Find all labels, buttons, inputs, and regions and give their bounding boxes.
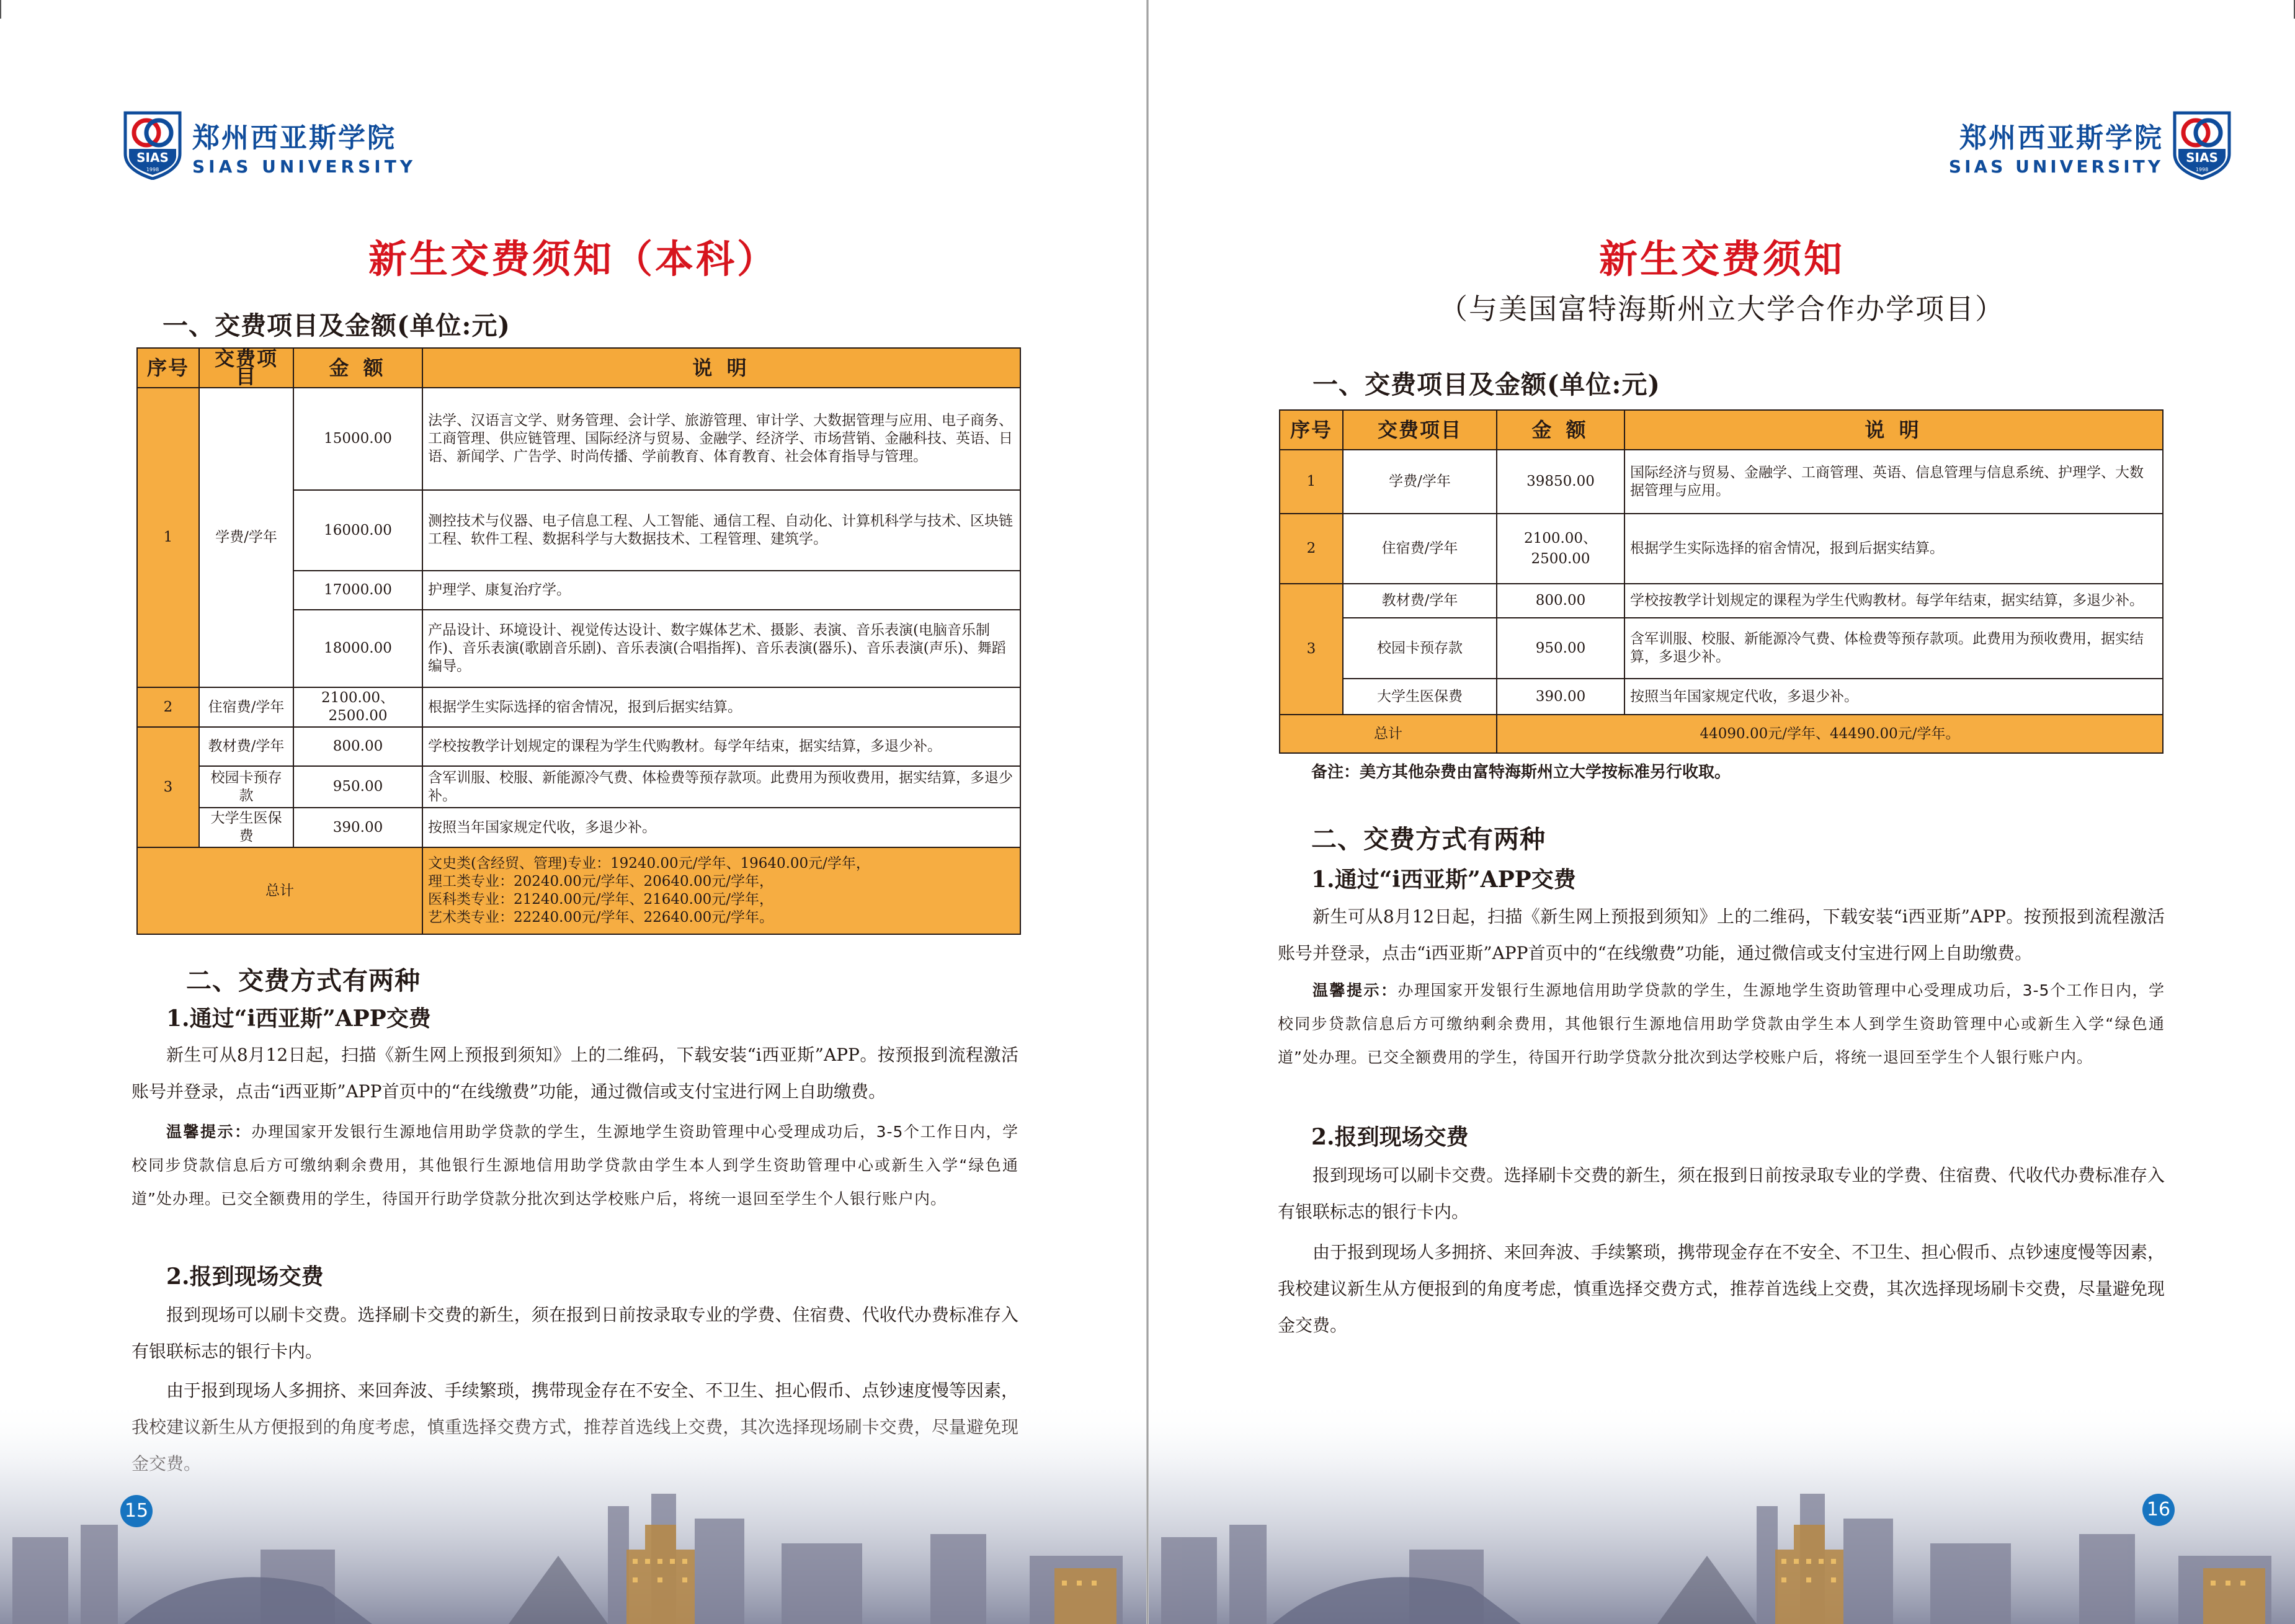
col-header-desc: 说 明 <box>422 348 1020 388</box>
table-row <box>137 687 1020 727</box>
onsite-paragraph: 由于报到现场人多拥挤、来回奔波、手续繁琐，携带现金存在不安全、不卫生、担心假币、点钞速度慢等因素，我校建议新生从方便报到的角度考虑，慎重选择交费方式，推荐首选线上交费，其次选择现场刷卡交费，尽量避免现金交费。 <box>1278 1242 2165 1336</box>
app-paragraph: 新生可从8月12日起，扫描《新生网上预报到须知》上的二维码，下载安装“i西亚斯”APP。按预报到流程激活账号并登录，点击“i西亚斯”APP首页中的“在线缴费”功能，通过微信或支付宝进行网上自助缴费。 <box>131 1045 1018 1102</box>
col-header-item: 交费项目 <box>199 348 293 388</box>
fee-item: 住宿费/学年 <box>199 687 293 727</box>
fee-description: 按照当年国家规定代收，多退少补。 <box>1624 679 2163 715</box>
total-row <box>1280 715 2163 753</box>
fee-amount: 950.00 <box>293 766 422 808</box>
app-paragraph: 新生可从8月12日起，扫描《新生网上预报到须知》上的二维码，下载安装“i西亚斯”APP。按预报到流程激活账号并登录，点击“i西亚斯”APP首页中的“在线缴费”功能，通过微信或支付宝进行网上自助缴费。 <box>1278 906 2165 963</box>
total-value <box>422 847 1020 934</box>
total-label: 总计 <box>137 847 422 934</box>
fee-item: 校园卡预存款 <box>199 766 293 808</box>
row-number: 1 <box>137 388 199 687</box>
table-row <box>1280 584 2163 618</box>
onsite-paragraph: 由于报到现场人多拥挤、来回奔波、手续繁琐，携带现金存在不安全、不卫生、担心假币、点钞速度慢等因素， <box>166 1380 1018 1401</box>
crop-mark <box>0 0 1 19</box>
page-right <box>1149 0 2295 1624</box>
fee-amount: 390.00 <box>293 808 422 847</box>
table-row <box>1280 679 2163 715</box>
fee-amount: 39850.00 <box>1497 450 1624 514</box>
fee-description: 按照当年国家规定代收，多退少补。 <box>422 808 1020 847</box>
tip-text: 办理国家开发银行生源地信用助学贷款的学生，生源地学生资助管理中心受理成功后，3-5个工作日内，学校同步贷款信息后方可缴纳剩余费用，其他银行生源地信用助学贷款由学生本人到学生资助管理中心或新生入学“绿色通道”处办理。已交全额费用的学生，待国开行助学贷款分批次到达学校账户后，将统一退回至学生个人银行账户内。 <box>1278 981 2165 1066</box>
page-number: 15 <box>120 1495 153 1527</box>
total-line: 医科类专业：21240.00元/学年、21640.00元/学年， <box>428 891 773 908</box>
table-row <box>1280 618 2163 679</box>
col-header-no: 序号 <box>137 348 199 388</box>
brand-name-cn: 郑州西亚斯学院 <box>192 122 396 154</box>
fee-amount: 17000.00 <box>293 571 422 610</box>
onsite-heading: 2.报到现场交费 <box>1311 1124 1469 1150</box>
campus-skyline-image <box>1149 1401 2295 1624</box>
fee-description: 护理学、康复治疗学。 <box>422 571 1020 610</box>
fee-description: 法学、汉语言文学、财务管理、会计学、旅游管理、审计学、大数据管理与应用、电子商务、工商管理、供应链管理、国际经济与贸易、金融学、经济学、市场营销、金融科技、英语、日语、新闻学、广告学、时尚传播、学前教育、体育教育、社会体育指导与管理。 <box>422 388 1020 490</box>
brand-name-cn: 郑州西亚斯学院 <box>1959 122 2164 154</box>
fee-item: 学费/学年 <box>1343 450 1497 514</box>
fee-table <box>136 347 1021 935</box>
page-title: 新生交费须知 <box>1598 236 1845 282</box>
brand-name-en: SIAS UNIVERSITY <box>1948 156 2164 177</box>
col-header-item: 交费项目 <box>1343 410 1497 450</box>
brand-name-en: SIAS UNIVERSITY <box>192 156 417 177</box>
row-number: 2 <box>1280 514 1343 584</box>
onsite-paragraph: 报到现场可以刷卡交费。选择刷卡交费的新生，须在报到日前按录取专业的学费、住宿费、代收代办费标准存入有银联标志的银行卡内。 <box>131 1305 1018 1362</box>
row-number: 2 <box>137 687 199 727</box>
fee-description: 国际经济与贸易、金融学、工商管理、英语、信息管理与信息系统、护理学、大数据管理与应用。 <box>1624 450 2163 514</box>
page-title: 新生交费须知（本科） <box>368 236 778 282</box>
fee-amount: 2100.00、2500.00 <box>1497 514 1624 584</box>
table-row <box>137 727 1020 766</box>
tip-paragraph <box>131 1115 1018 1216</box>
app-heading: 1.通过“i西亚斯”APP交费 <box>166 1006 431 1032</box>
fee-amount: 950.00 <box>1497 618 1624 679</box>
fee-amount: 18000.00 <box>293 610 422 687</box>
section1-title: 一、交费项目及金额(单位:元) <box>1312 370 1660 399</box>
total-value: 44090.00元/学年、44490.00元/学年。 <box>1497 715 2163 753</box>
onsite-paragraph: 报到现场可以刷卡交费。选择刷卡交费的新生，须在报到日前按录取专业的学费、住宿费、代收代办费标准存入有银联标志的银行卡内。 <box>1278 1165 2165 1222</box>
total-line: 文史类(含经贸、管理)专业：19240.00元/学年、19640.00元/学年， <box>428 855 870 872</box>
row-number: 1 <box>1280 450 1343 514</box>
fee-amount: 390.00 <box>1497 679 1624 715</box>
university-logo <box>1886 110 2233 179</box>
table-header-row <box>1280 410 2163 450</box>
emblem-year: 1998 <box>2195 167 2209 172</box>
emblem-text: SIAS <box>136 150 169 165</box>
table-row <box>137 766 1020 808</box>
fee-item: 学费/学年 <box>199 388 293 687</box>
fee-item: 教材费/学年 <box>199 727 293 766</box>
app-heading: 1.通过“i西亚斯”APP交费 <box>1311 867 1576 893</box>
row-number: 3 <box>137 727 199 847</box>
section1-title: 一、交费项目及金额(单位:元) <box>163 311 510 341</box>
fee-amount: 800.00 <box>293 727 422 766</box>
emblem-text: SIAS <box>2186 150 2218 165</box>
col-header-desc: 说 明 <box>1624 410 2163 450</box>
section2-title: 二、交费方式有两种 <box>186 966 421 996</box>
fee-description: 学校按教学计划规定的课程为学生代购教材。每学年结束，据实结算，多退少补。 <box>422 727 1020 766</box>
table-header-row <box>137 348 1020 388</box>
fee-description: 学校按教学计划规定的课程为学生代购教材。每学年结束，据实结算，多退少补。 <box>1624 584 2163 618</box>
col-header-amount: 金 额 <box>1497 410 1624 450</box>
table-row <box>1280 514 2163 584</box>
sias-emblem-icon <box>123 110 182 180</box>
fee-item: 教材费/学年 <box>1343 584 1497 618</box>
page-left <box>0 0 1146 1624</box>
fee-table <box>1279 409 2164 754</box>
col-header-no: 序号 <box>1280 410 1343 450</box>
fee-amount: 16000.00 <box>293 490 422 571</box>
total-line: 理工类专业：20240.00元/学年、20640.00元/学年， <box>428 873 773 890</box>
fee-description: 根据学生实际选择的宿舍情况，报到后据实结算。 <box>1624 514 2163 584</box>
emblem-year: 1998 <box>146 167 159 172</box>
section2-title: 二、交费方式有两种 <box>1311 824 1546 854</box>
university-logo <box>123 110 470 179</box>
fee-description: 根据学生实际选择的宿舍情况，报到后据实结算。 <box>422 687 1020 727</box>
total-line: 艺术类专业：22240.00元/学年、22640.00元/学年。 <box>428 909 773 926</box>
tip-paragraph <box>1278 974 2165 1074</box>
row-number: 3 <box>1280 584 1343 715</box>
fee-item: 大学生医保费 <box>199 808 293 847</box>
tip-label: 温馨提示： <box>1312 981 1398 999</box>
page-number: 16 <box>2142 1494 2175 1526</box>
col-header-amount: 金 额 <box>293 348 422 388</box>
table-note: 备注：美方其他杂费由富特海斯州立大学按标准另行收取。 <box>1311 763 1731 782</box>
fee-amount: 2100.00、2500.00 <box>293 687 422 727</box>
fee-description: 含军训服、校服、新能源冷气费、体检费等预存款项。此费用为预收费用，据实结算，多退少补。 <box>1624 618 2163 679</box>
page-subtitle: （与美国富特海斯州立大学合作办学项目） <box>1439 292 2005 326</box>
total-label: 总计 <box>1280 715 1497 753</box>
fee-description: 含军训服、校服、新能源冷气费、体检费等预存款项。此费用为预收费用，据实结算，多退少补。 <box>422 766 1020 808</box>
table-row <box>137 808 1020 847</box>
fee-item: 校园卡预存款 <box>1343 618 1497 679</box>
fee-description: 产品设计、环境设计、视觉传达设计、数字媒体艺术、摄影、表演、音乐表演(电脑音乐制作)、音乐表演(歌剧音乐剧)、音乐表演(合唱指挥)、音乐表演(器乐)、音乐表演(声乐)、舞蹈编导。 <box>422 610 1020 687</box>
fee-item: 住宿费/学年 <box>1343 514 1497 584</box>
table-row <box>137 388 1020 490</box>
fee-description: 测控技术与仪器、电子信息工程、人工智能、通信工程、自动化、计算机科学与技术、区块链工程、软件工程、数据科学与大数据技术、工程管理、建筑学。 <box>422 490 1020 571</box>
tip-label: 温馨提示： <box>166 1123 252 1141</box>
fee-amount: 15000.00 <box>293 388 422 490</box>
total-row <box>137 847 1020 934</box>
tip-text: 办理国家开发银行生源地信用助学贷款的学生，生源地学生资助管理中心受理成功后，3-5个工作日内，学校同步贷款信息后方可缴纳剩余费用，其他银行生源地信用助学贷款由学生本人到学生资助管理中心或新生入学“绿色通道”处办理。已交全额费用的学生，待国开行助学贷款分批次到达学校账户后，将统一退回至学生个人银行账户内。 <box>131 1123 1018 1208</box>
sias-emblem-icon <box>2172 110 2232 180</box>
fee-item: 大学生医保费 <box>1343 679 1497 715</box>
onsite-heading: 2.报到现场交费 <box>166 1264 324 1290</box>
fee-amount: 800.00 <box>1497 584 1624 618</box>
campus-skyline-image <box>0 1401 1146 1624</box>
table-row <box>1280 450 2163 514</box>
